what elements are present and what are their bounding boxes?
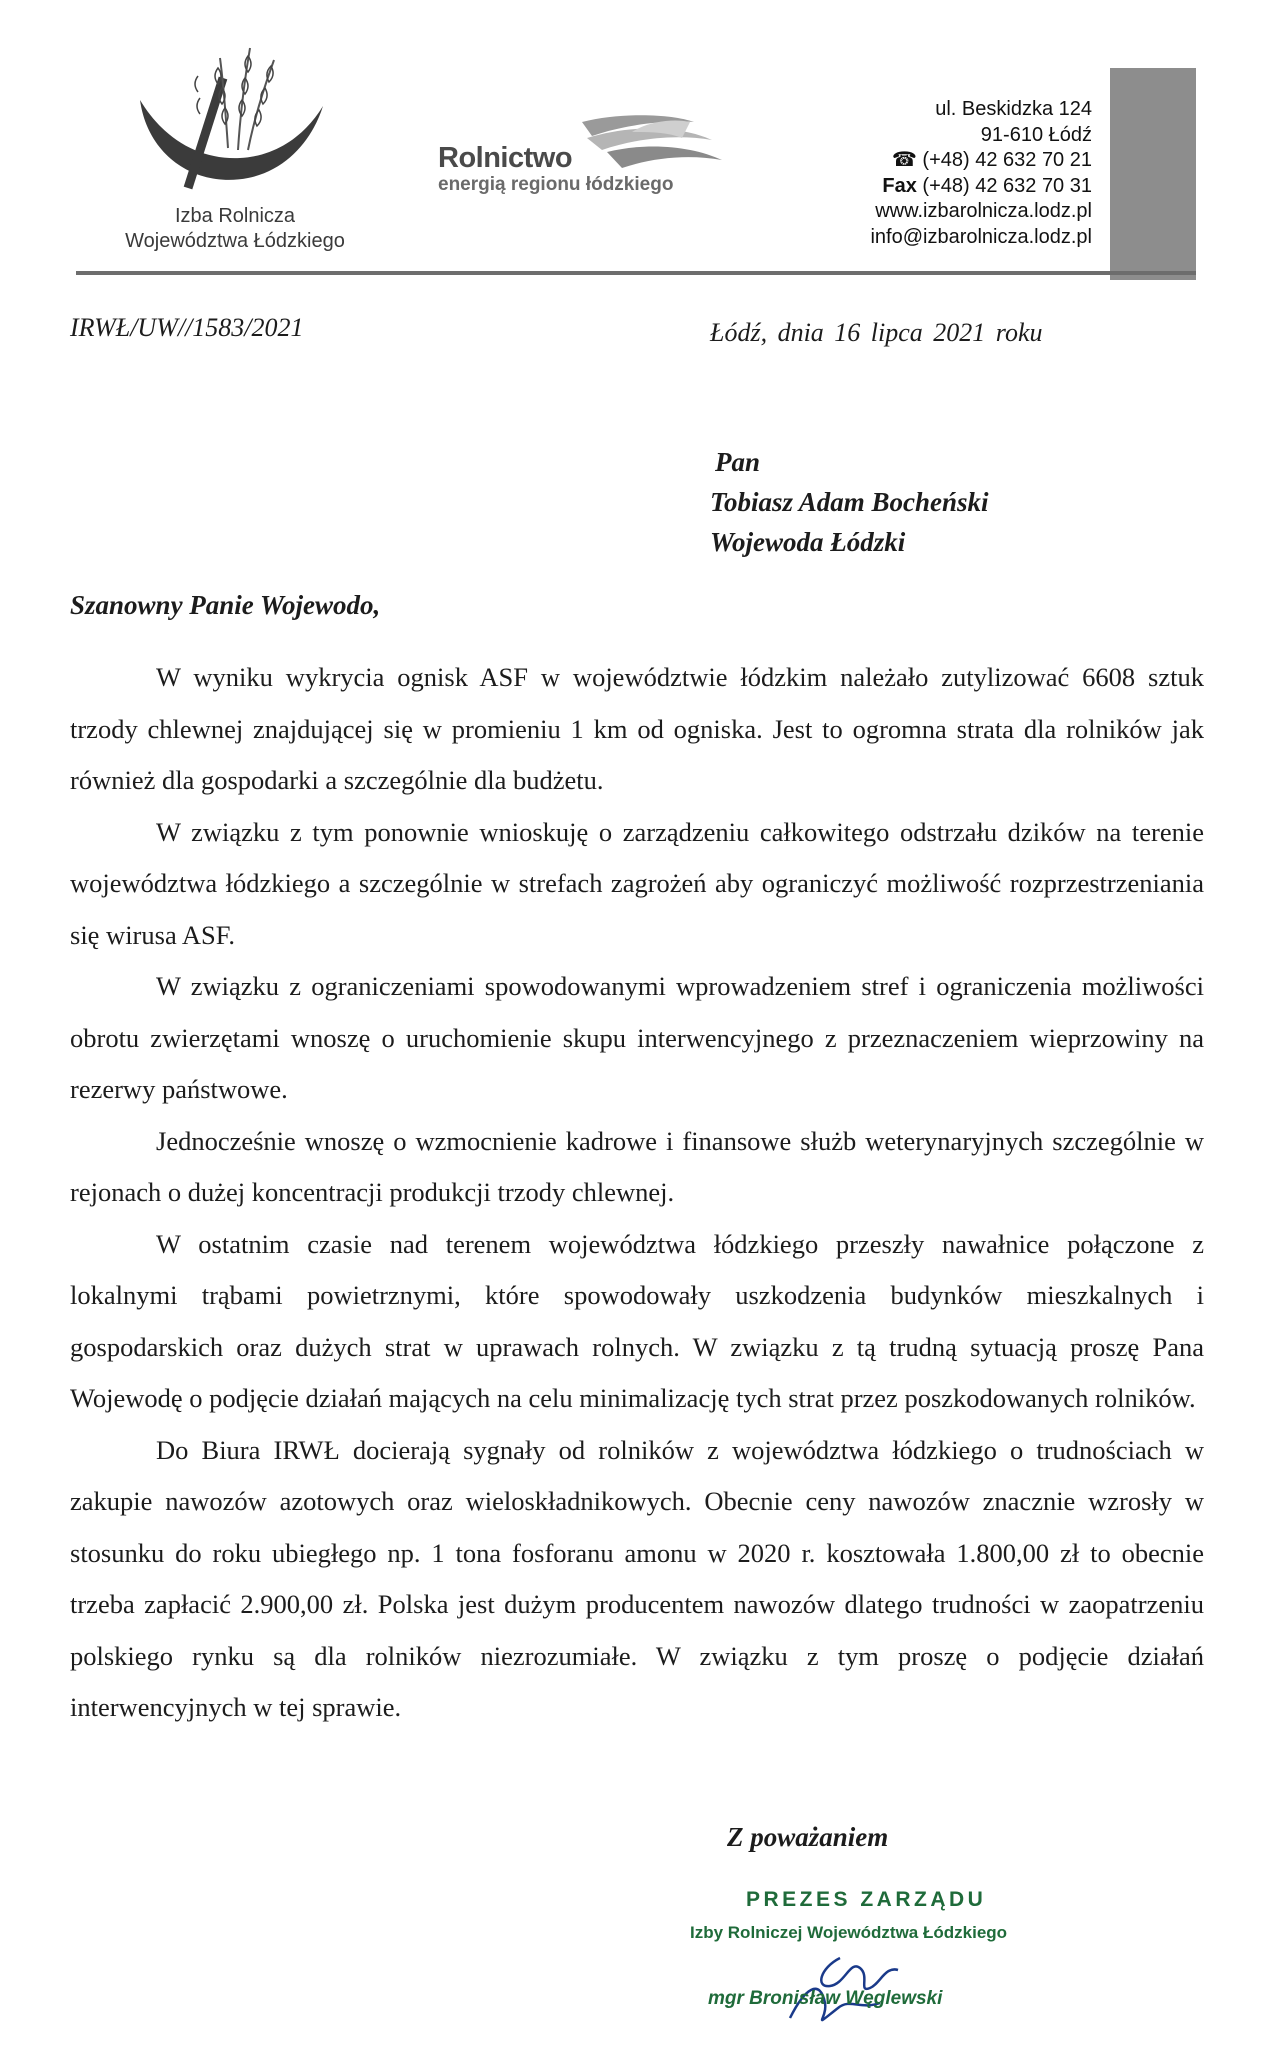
org-name-line1: Izba Rolnicza [174,205,296,227]
header-side-bar [1110,68,1196,280]
rolnictwo-subtitle: energią regionu łódzkiego [438,174,674,195]
stamp-title: PREZES ZARZĄDU [746,1888,987,1911]
reference-number: IRWŁ/UW//1583/2021 [70,313,304,342]
phone-icon: ☎ [891,149,917,171]
body-paragraph: W ostatnim czasie nad terenem województwa łódzkiego przeszły nawałnice połączone z lokalnymi trąbami powietrznymi, które spowodowały uszkodzenia budynków mieszkalnych i gospodarskich oraz dużych strat w uprawach rolnych. W związku z tą trudną sytuacją proszę Pana Wojewodę o podjęcie działań mających na celu minimalizację tych strat przez poszkodowanych rolników. [70,1228,1204,1413]
rolnictwo-title: Rolnictwo [438,142,573,174]
recipient-title: Pan [715,447,761,477]
body-paragraph: W wyniku wykrycia ognisk ASF w województwie łódzkim należało zutylizować 6608 sztuk trzody chlewnej znajdującej się w promieniu 1 km od ogniska. Jest to ogromna strata dla rolników jak również dla gospodarki a szczególnie dla budżetu. [70,662,1204,795]
body-paragraph: W związku z tym ponownie wnioskuję o zarządzeniu całkowitego odstrzału dzików na terenie województwa łódzkiego a szczególnie w strefach zagrożeń aby ograniczyć możliwość rozprzestrzeniania się wirusa ASF. [70,816,1204,950]
letterhead [0,0,1271,290]
address-city: 91-610 Łódź [980,123,1092,146]
body-paragraph: W związku z ograniczeniami spowodowanymi wprowadzeniem stref i ograniczenia możliwości obrotu zwierzętami wnoszę o uruchomienie skupu interwencyjnego z przeznaczeniem wieprzowiny na rezerwy państwowe. [70,971,1204,1104]
recipient-name: Tobiasz Adam Bocheński [710,487,989,517]
phone-line [760,148,1092,174]
salutation: Szanowny Panie Wojewodo, [70,590,381,620]
phone-number: (+48) 42 632 70 21 [922,149,1092,171]
org-name-line2: Województwa Łódzkiego [125,230,345,252]
letter-body [70,652,1204,1734]
body-paragraph: Do Biura IRWŁ docierają sygnały od rolników z województwa łódzkiego o trudnościach w zakupie nawozów azotowych oraz wieloskładnikowych. Obecnie ceny nawozów znacznie wzrosły w stosunku do roku ubiegłego np. 1 tona fosforanu amonu w 2020 r. kosztowała 1.800,00 zł to obecnie trzeba zapłacić 2.900,00 zł. Polska jest dużym producentem nawozów dlatego trudności w zaopatrzeniu polskiego rynku są dla rolników niezrozumiałe. W związku z tym proszę o podjęcie działań interwencyjnych w tej sprawie. [70,1434,1204,1722]
stamp-signatory-name: mgr Bronisław Węglewski [708,1988,943,2009]
email: info@izbarolnicza.lodz.pl [870,225,1092,248]
letter-date: Łódź, dnia 16 lipca 2021 roku [710,318,1043,347]
fax-label: Fax [882,174,917,197]
stamp-organization: Izby Rolniczej Województwa Łódzkiego [690,1923,1008,1942]
header-divider [76,271,1196,275]
contact-block [760,97,1092,250]
fax-number: (+48) 42 632 70 31 [922,174,1092,197]
recipient-block [710,442,989,562]
recipient-position: Wojewoda Łódzki [710,527,906,557]
official-stamp [690,1888,1050,2038]
website: www.izbarolnicza.lodz.pl [875,200,1092,222]
body-paragraph: Jednocześnie wnoszę o wzmocnienie kadrowe i finansowe służb weterynaryjnych szczególnie w rejonach o dużej koncentracji produkcji trzody chlewnej. [70,1125,1204,1207]
fax-line [760,174,1092,200]
address-street: ul. Beskidzka 124 [935,98,1092,120]
emblem-logo-icon [128,38,328,198]
closing-phrase: Z poważaniem [727,1822,889,1852]
